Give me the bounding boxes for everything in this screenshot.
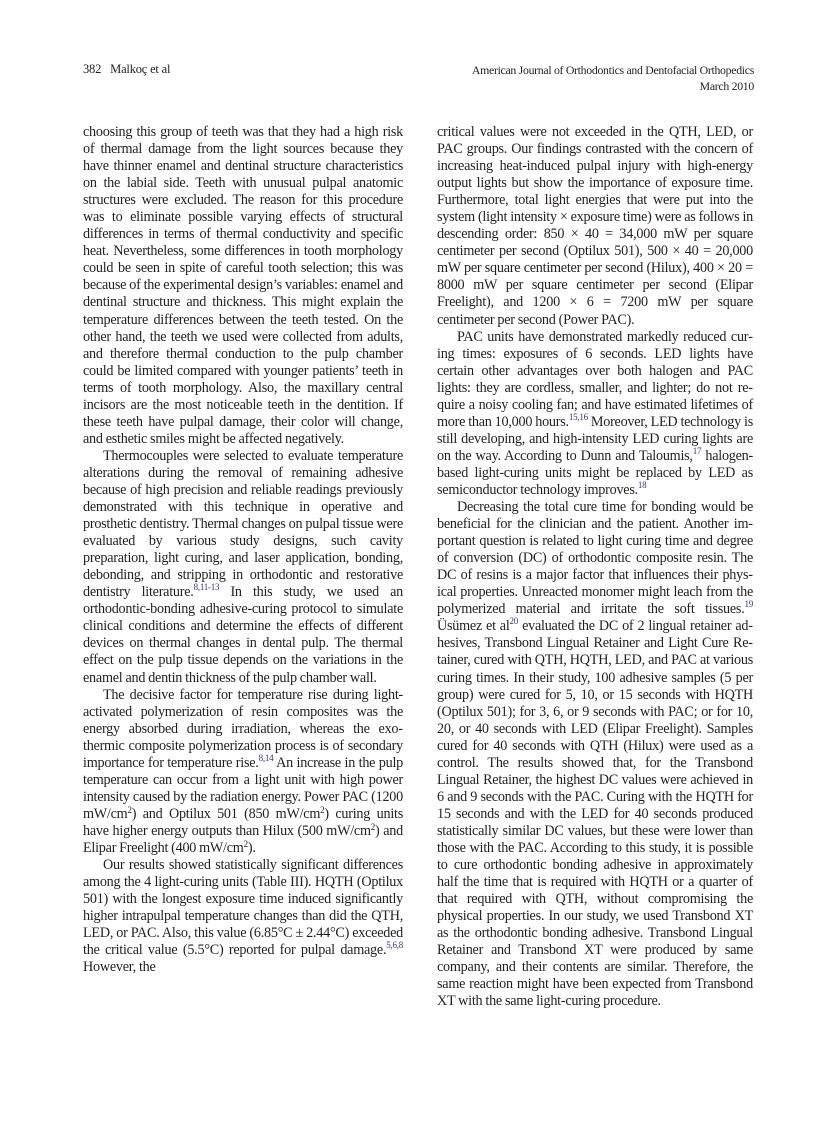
- citation-link[interactable]: 8,14: [258, 752, 274, 763]
- superscript: 2: [370, 821, 376, 832]
- citation-link[interactable]: 8,11-13: [193, 582, 220, 593]
- superscript: 2: [243, 838, 248, 849]
- page-number: 382: [83, 62, 102, 76]
- left-column: [83, 124, 403, 976]
- paragraph: choosing this group of teeth was that they had a high risk of thermal damage from the light sources because they have thinner enamel and dentinal structure characteristics on the labial side. Teeth with unusual pulpal anatomic structures were excluded. The reason for this procedure was to eliminate possible varying effects of structural differences in terms of thermal conductivity and specific heat. Nevertheless, some differences in tooth morphology could be seen in spite of careful tooth selection; this was because of the experimental design’s variables: enamel and dentinal structure and thickness. This might explain the temperature differences between the teeth tested. On the other hand, the teeth we used were collected from adults, and therefore thermal conduction to the pulp chamber could be limited compared with younger patients’ teeth in terms of tooth morphology. Also, the maxillary central incisors are the most noticeable teeth in the dentition. If these teeth have pulpal damage, their color will change, and esthetic smiles might be affected negatively.: [83, 124, 403, 447]
- paragraph: Our results showed statistically significant differences among the 4 light-curing units (Table III). HQTH (Optilux 501) with the longest exposure time induced significantly higher intrapulpal temperature changes than did the QTH, LED, or PAC. Also, this value (6.85°C ± 2.44°C) exceeded the critical value (5.5°C) reported for pulpal damage.$^{5,6,8}$ However, the: [83, 857, 403, 976]
- paragraph: Decreasing the total cure time for bonding would be beneficial for the clinician and the patient. Another important question is related to light curing time and degree of conversion (DC) of orthodontic composite resin. The DC of resins is a major factor that influences their physical properties. Unreacted monomer might leach from the polymerized material and irritate the soft tissues.$^{19}$ Üsümez et al$^{20}$ evaluated the DC of 2 lingual retainer adhesives, Transbond Lingual Retainer and Light Cure Retainer, cured with QTH, HQTH, LED, and PAC at various curing times. In their study, 100 adhesive samples (5 per group) were cured for 5, 10, or 15 seconds with HQTH (Optilux 501); for 3, 6, or 9 seconds with PAC; or for 10, 20, or 40 seconds with LED (Elipar Freelight). Samples cured for 40 seconds with QTH (Hilux) were used as a control. The results showed that, for the Transbond Lingual Retainer, the highest DC values were achieved in 6 and 9 seconds with the PAC. Curing with the HQTH for 15 seconds and with the LED for 40 seconds produced statistically similar DC values, but these were lower than those with the PAC. According to this study, it is possible to cure orthodontic bonding adhesive in approximately half the time that is required with HQTH or a quarter of that required with QTH, without compromising the physical properties. In our study, we used Transbond XT as the orthodontic bonding adhesive. Transbond Lingual Retainer and Transbond XT were produced by same company, and their contents are similar. Therefore, the same reaction might have been expected from Transbond XT with the same light-curing procedure.: [437, 499, 753, 1010]
- paragraph: Thermocouples were selected to evaluate temperature alterations during the removal of remaining adhesive because of high precision and reliable readings previously demonstrated with this technique in operative and prosthetic dentistry. Thermal changes on pulpal tissue were evaluated by various study designs, such cavity preparation, light curing, and laser application, bonding, debonding, and stripping in orthodontic and restorative dentistry literature.$^{8,11-13}$ In this study, we used an orthodontic-bonding adhesive-curing protocol to simulate clinical conditions and determine the effects of different devices on thermal changes in dental pulp. The thermal effect on the pulp tissue depends on the variations in the enamel and dentin thickness of the pulp chamber wall.: [83, 447, 403, 686]
- citation-link[interactable]: 19: [744, 599, 753, 610]
- citation-link[interactable]: 20: [509, 616, 519, 627]
- right-column: [437, 124, 753, 1010]
- running-authors: Malkoç et al: [110, 62, 171, 76]
- running-header-right: [472, 62, 754, 94]
- running-header-left: [83, 62, 170, 77]
- paragraph: The decisive factor for temperature rise during light-activated polymerization of resin composites was the energy absorbed during irradiation, whereas the exothermic composite polymerization process is of secondary importance for temperature rise.$^{8,14}$ An increase in the pulp temperature can occur from a light unit with high power intensity caused by the radiation energy. Power PAC (1200 $mW/cm^2$) and Optilux 501 (850 $mW/cm^2$) curing units have higher energy outputs than Hilux (500 $mW/cm^2$) and Elipar Freelight (400 $mW/cm^2$).: [83, 686, 404, 856]
- citation-link[interactable]: 17: [692, 445, 702, 456]
- citation-link[interactable]: 15,16: [568, 411, 588, 422]
- superscript: 2: [127, 804, 132, 815]
- paragraph: PAC units have demonstrated markedly reduced curing times: exposures of 6 seconds. LED lights have certain other advantages over both halogen and PAC lights: they are cordless, smaller, and lighter; do not require a noisy cooling fan; and have estimated lifetimes of more than 10,000 hours.$^{15,16}$ Moreover, LED technology is still developing, and high-intensity LED curing lights are on the way. According to Dunn and Taloumis,$^{17}$ halogen-based light-curing units might be replaced by LED as semiconductor technology improves.$^{18}$: [437, 328, 753, 498]
- paragraph: critical values were not exceeded in the QTH, LED, or PAC groups. Our findings contrasted with the concern of increasing heat-induced pulpal injury with high-energy output lights but show the importance of exposure time. Furthermore, total light energies that were put into the system (light intensity × exposure time) were as follows in descending order: 850 × 40 = 34,000 mW per square centimeter per second (Optilux 501), 500 × 40 = 20,000 mW per square centimeter per second (Hilux), 400 × 20 = 8000 mW per square centimeter per second (Elipar Freelight), and 1200 × 6 = 7200 mW per square centimeter per second (Power PAC).: [437, 124, 753, 328]
- journal-title: American Journal of Orthodontics and Dentofacial Orthopedics: [471, 63, 754, 77]
- superscript: 2: [320, 804, 325, 815]
- citation-link[interactable]: 5,6,8: [386, 940, 403, 951]
- issue-date: March 2010: [699, 79, 754, 93]
- citation-link[interactable]: 18: [637, 479, 647, 490]
